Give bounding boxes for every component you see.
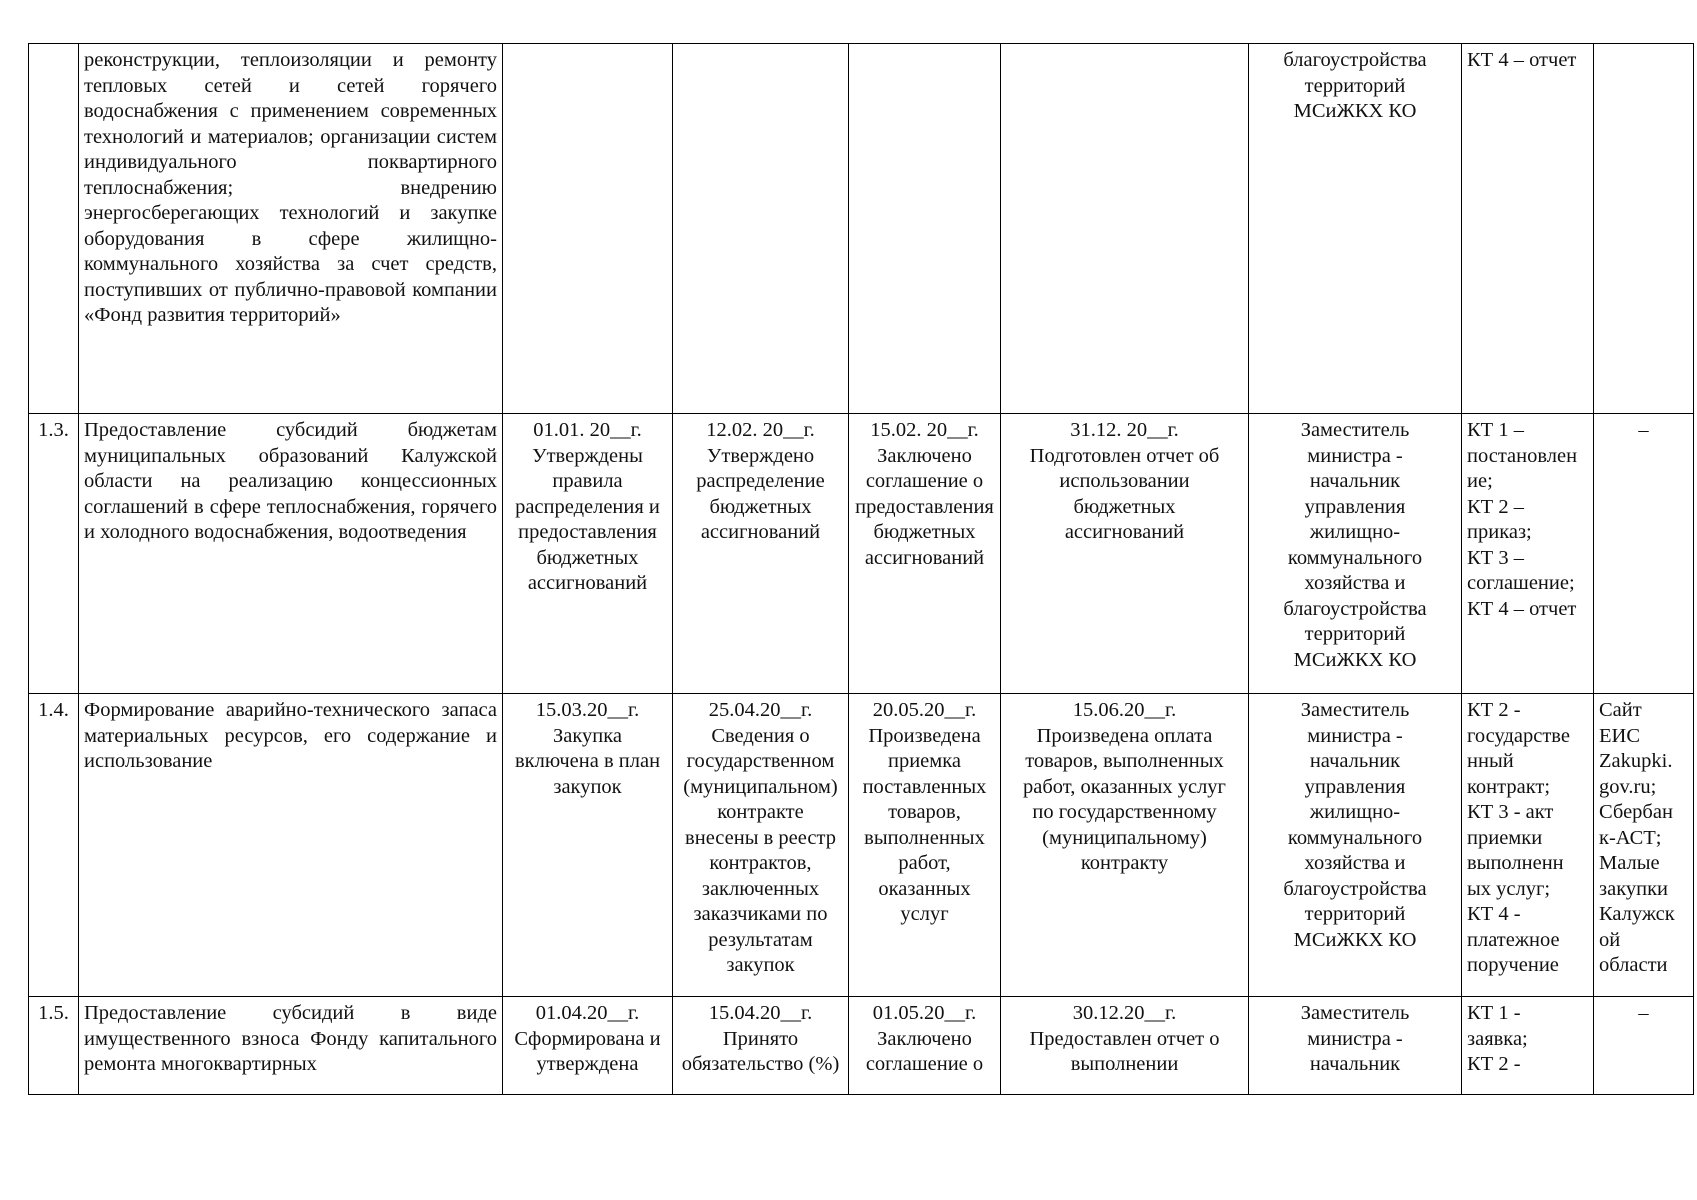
confirming-documents-line: заявка; [1467, 1027, 1528, 1050]
plan-table-body [29, 44, 1694, 1095]
responsible-person-line: МСиЖКХ КО [1293, 100, 1417, 122]
control-point-3-line: выполненных [864, 826, 985, 849]
responsible-person-line: благоустройства [1283, 877, 1427, 900]
item-number-cell: 1.4. [29, 694, 79, 997]
control-point-2-line: (муниципальном) [683, 775, 838, 798]
responsible-person-cell [1249, 44, 1462, 414]
control-point-3-line: соглашение о [865, 1053, 984, 1075]
control-point-2-line: 15.04.20__г. [708, 1002, 813, 1024]
control-point-1-line: 01.01. 20__г. [533, 419, 642, 441]
information-source-cell [1594, 414, 1694, 694]
control-point-4-cell [1001, 44, 1249, 414]
confirming-documents-line: КТ 4 – отчет [1467, 597, 1577, 620]
responsible-person-line: Заместитель [1300, 419, 1410, 441]
control-point-4-cell [1001, 997, 1249, 1095]
confirming-documents-line: приемки [1467, 826, 1543, 849]
confirming-documents-line: постановлен [1467, 444, 1578, 467]
information-source-line: закупки [1599, 877, 1669, 900]
confirming-documents-line: контракт; [1467, 775, 1551, 798]
responsible-person-line: жилищно- [1309, 801, 1401, 823]
control-point-2-line: заключенных [701, 877, 820, 900]
event-description-cell: Предоставление субсидий в виде имущественного взноса Фонду капитального ремонта многоквартирных [79, 997, 503, 1095]
information-source-line: Малые [1599, 852, 1660, 874]
table-row [29, 44, 1694, 414]
control-point-1-cell [503, 414, 673, 694]
confirming-documents-line: КТ 1 – [1467, 419, 1524, 441]
table-row [29, 694, 1694, 997]
control-point-1-line: правила [552, 470, 623, 492]
control-point-2-line: ассигнований [700, 521, 821, 543]
control-point-4-line: Предоставлен отчет о [1029, 1027, 1220, 1050]
responsible-person-line: начальник [1309, 1053, 1401, 1075]
responsible-person-line: благоустройства [1283, 597, 1427, 620]
confirming-documents-cell [1462, 694, 1594, 997]
control-point-1-cell [503, 997, 673, 1095]
control-point-3-line: Заключено [877, 1027, 972, 1050]
control-point-2-line: результатам [708, 928, 813, 951]
responsible-person-line: министра - [1307, 724, 1403, 747]
control-point-4-line: бюджетных [1073, 495, 1176, 518]
control-point-1-line: Утверждены [532, 444, 643, 467]
control-point-2-line: контракте [717, 801, 804, 823]
confirming-documents-line: КТ 2 - [1467, 699, 1521, 721]
responsible-person-cell [1249, 997, 1462, 1095]
information-source-line: gov.ru; [1599, 775, 1657, 798]
control-point-3-cell [849, 44, 1001, 414]
responsible-person-line: министра - [1307, 444, 1403, 467]
control-point-1-cell [503, 694, 673, 997]
control-point-3-line: товаров, [888, 801, 961, 823]
responsible-person-line: хозяйства и [1304, 572, 1406, 594]
control-point-1-line: включена в план [514, 750, 661, 772]
confirming-documents-line: государстве [1467, 724, 1570, 747]
information-source-cell [1594, 997, 1694, 1095]
control-point-4-line: 30.12.20__г. [1072, 1002, 1177, 1024]
control-point-3-line: Заключено [877, 444, 972, 467]
control-point-3-line: соглашение о [865, 470, 984, 492]
confirming-documents-line: ие; [1467, 470, 1493, 492]
information-source-line: Zakupki. [1599, 750, 1673, 772]
information-source-cell [1594, 694, 1694, 997]
responsible-person-line: коммунального [1287, 546, 1423, 569]
item-number-cell: 1.3. [29, 414, 79, 694]
item-number-cell: 1.5. [29, 997, 79, 1095]
control-point-3-line: предоставления [855, 495, 994, 518]
confirming-documents-line: КТ 3 – [1467, 546, 1524, 569]
responsible-person-line: хозяйства и [1304, 852, 1406, 874]
responsible-person-line: управления [1304, 775, 1406, 798]
responsible-person-line: территорий [1304, 74, 1406, 97]
confirming-documents-line: выполненн [1467, 852, 1564, 874]
control-point-1-line: распределения и [515, 495, 660, 518]
confirming-documents-cell [1462, 414, 1594, 694]
control-point-2-line: контрактов, [709, 852, 812, 874]
responsible-person-line: благоустройства [1283, 49, 1427, 71]
confirming-documents-line: нный [1467, 750, 1514, 772]
control-point-2-line: бюджетных [709, 495, 812, 518]
control-point-2-line: распределение [696, 470, 825, 492]
control-point-4-line: Произведена оплата [1036, 724, 1213, 747]
control-point-1-cell [503, 44, 673, 414]
control-point-3-line: работ, [898, 852, 951, 874]
responsible-person-cell [1249, 414, 1462, 694]
control-point-3-cell [849, 997, 1001, 1095]
confirming-documents-cell [1462, 44, 1594, 414]
control-point-3-line: 15.02. 20__г. [870, 419, 979, 441]
control-point-3-line: 01.05.20__г. [872, 1002, 977, 1024]
confirming-documents-line: КТ 2 - [1467, 1053, 1521, 1075]
control-point-2-line: 12.02. 20__г. [706, 419, 815, 441]
information-source-line: Сайт [1599, 699, 1642, 721]
responsible-person-line: МСиЖКХ КО [1293, 648, 1417, 671]
control-point-4-cell [1001, 694, 1249, 997]
control-point-3-cell [849, 694, 1001, 997]
confirming-documents-line: КТ 3 - акт [1467, 801, 1554, 823]
control-point-3-line: приемка [887, 750, 961, 772]
control-point-1-line: предоставления [518, 521, 657, 543]
confirming-documents-line: КТ 4 - [1467, 903, 1521, 925]
information-source-line: Сбербан [1599, 801, 1673, 823]
responsible-person-line: территорий [1304, 903, 1406, 925]
confirming-documents-line: соглашение; [1467, 572, 1575, 594]
control-point-2-line: заказчиками по [693, 903, 828, 925]
control-point-1-line: закупок [553, 775, 622, 798]
information-source-line: к-АСТ; [1599, 826, 1662, 849]
control-point-2-cell [673, 997, 849, 1095]
control-point-2-line: государственном [686, 750, 835, 772]
control-point-2-line: Утверждено [706, 444, 815, 467]
control-point-3-line: услуг [900, 903, 949, 925]
control-point-4-line: ассигнований [1064, 521, 1185, 543]
event-description-cell: реконструкции, теплоизоляции и ремонту тепловых сетей и сетей горячего водоснабжения с применением современных технологий и материалов; организации систем индивидуального поквартирного теплоснабжения; внедрению энергосберегающих технологий и закупке оборудования в сфере жилищно-коммунального хозяйства за счет средств, поступивших от публично-правовой компании «Фонд развития территорий» [79, 44, 503, 414]
item-number-cell [29, 44, 79, 414]
confirming-documents-line: платежное [1467, 928, 1560, 951]
confirming-documents-line: КТ 4 – отчет [1467, 49, 1577, 71]
information-source-line: – [1638, 419, 1649, 441]
control-point-3-line: оказанных [878, 877, 971, 900]
control-point-3-line: ассигнований [864, 546, 985, 569]
event-description-cell: Предоставление субсидий бюджетам муниципальных образований Калужской области на реализацию концессионных соглашений в сфере теплоснабжения, горячего и холодного водоснабжения, водоотведения [79, 414, 503, 694]
responsible-person-line: коммунального [1287, 826, 1423, 849]
table-row [29, 414, 1694, 694]
control-point-4-line: Подготовлен отчет об [1029, 444, 1220, 467]
control-point-3-cell [849, 414, 1001, 694]
control-point-2-cell [673, 694, 849, 997]
control-point-1-line: Сформирована и [514, 1027, 661, 1050]
information-source-line: ой [1599, 928, 1621, 951]
control-point-3-line: бюджетных [873, 521, 976, 543]
confirming-documents-cell [1462, 997, 1594, 1095]
confirming-documents-line: ых услуг; [1467, 877, 1551, 900]
confirming-documents-line: КТ 2 – [1467, 495, 1524, 518]
control-point-4-line: по государственному [1032, 801, 1217, 823]
control-point-4-line: работ, оказанных услуг [1023, 775, 1226, 798]
control-point-1-line: 01.04.20__г. [535, 1002, 640, 1024]
control-point-3-line: Произведена [868, 724, 981, 747]
control-point-1-line: Закупка [552, 724, 622, 747]
control-point-1-line: 15.03.20__г. [535, 699, 640, 721]
control-point-4-line: товаров, выполненных [1025, 750, 1224, 772]
responsible-person-line: жилищно- [1309, 521, 1401, 543]
information-source-line: ЕИС [1599, 724, 1640, 747]
control-point-2-cell [673, 44, 849, 414]
responsible-person-line: министра - [1307, 1027, 1403, 1050]
control-point-4-line: контракту [1080, 852, 1169, 874]
control-point-1-line: утверждена [536, 1053, 639, 1075]
control-point-2-line: Сведения о [711, 724, 810, 747]
responsible-person-line: начальник [1309, 470, 1401, 492]
control-point-4-cell [1001, 414, 1249, 694]
confirming-documents-line: приказ; [1467, 521, 1532, 543]
information-source-line: области [1599, 954, 1668, 976]
control-point-4-line: 31.12. 20__г. [1070, 419, 1179, 441]
control-point-2-line: Принято [722, 1027, 799, 1050]
control-point-3-line: 20.05.20__г. [872, 699, 977, 721]
information-source-cell [1594, 44, 1694, 414]
control-point-2-line: закупок [726, 954, 795, 976]
control-point-4-line: выполнении [1070, 1053, 1179, 1075]
control-point-2-line: внесены в реестр [685, 826, 836, 849]
confirming-documents-line: КТ 1 - [1467, 1002, 1521, 1024]
control-point-4-line: 15.06.20__г. [1072, 699, 1177, 721]
control-point-4-line: (муниципальному) [1042, 826, 1207, 849]
information-source-line: Калужск [1599, 903, 1675, 925]
event-description-cell: Формирование аварийно-технического запаса материальных ресурсов, его содержание и использование [79, 694, 503, 997]
responsible-person-line: начальник [1309, 750, 1401, 772]
control-point-2-line: обязательство (%) [681, 1053, 840, 1075]
control-point-2-cell [673, 414, 849, 694]
responsible-person-line: территорий [1304, 623, 1406, 645]
plan-table [28, 43, 1694, 1095]
responsible-person-line: управления [1304, 495, 1406, 518]
responsible-person-line: Заместитель [1300, 1002, 1410, 1024]
responsible-person-line: МСиЖКХ КО [1293, 928, 1417, 951]
confirming-documents-line: поручение [1467, 954, 1559, 976]
control-point-3-line: поставленных [862, 775, 987, 798]
responsible-person-cell [1249, 694, 1462, 997]
table-row [29, 997, 1694, 1095]
control-point-2-line: 25.04.20__г. [708, 699, 813, 721]
control-point-1-line: бюджетных [536, 546, 639, 569]
control-point-4-line: использовании [1059, 470, 1190, 492]
information-source-line: – [1638, 1002, 1649, 1024]
responsible-person-line: Заместитель [1300, 699, 1410, 721]
control-point-1-line: ассигнований [527, 572, 648, 594]
